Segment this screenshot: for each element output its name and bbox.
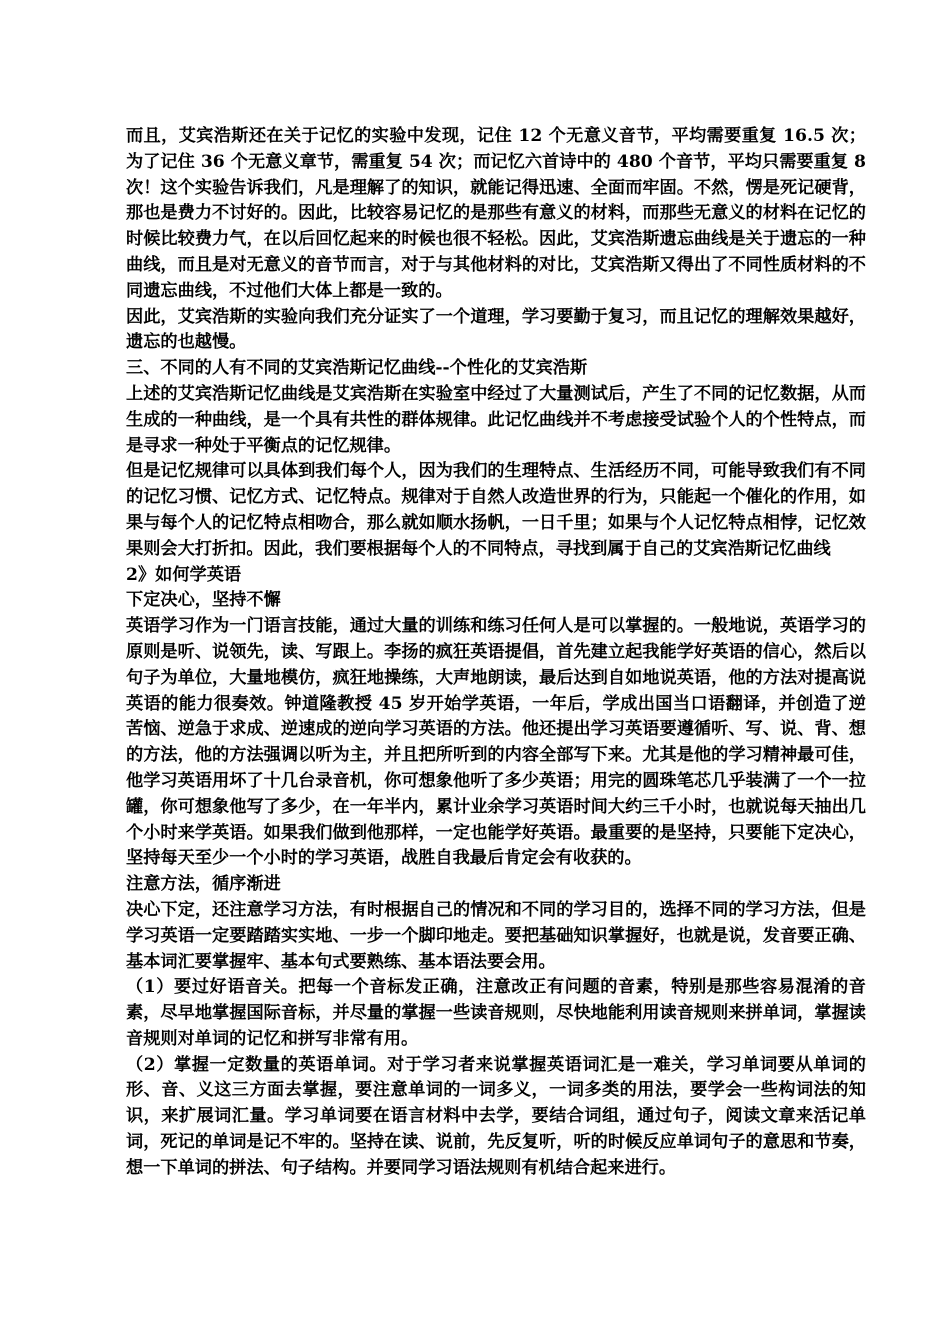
paragraph-method: 决心下定，还注意学习方法，有时根据自己的情况和不同的学习目的，选择不同的学习方法，但是学习英语一定要踏踏实实地、一步一个脚印地走。要把基础知识掌握好，也就是说，发音要正确、基本词汇要掌握牢、基本句式要熟练、基本语法要会用。 <box>126 899 866 972</box>
section-heading-learn-english: 2》如何学英语 <box>126 564 242 585</box>
subheading-method: 注意方法，循序渐进 <box>126 874 281 895</box>
paragraph-vocabulary: （2）掌握一定数量的英语单词。对于学习者来说掌握英语词汇是一难关，学习单词要从单词的形、音、义这三方面去掌握，要注意单词的一词多义，一词多类的用法，要学会一些构词法的知识，来扩展词汇量。学习单词要在语言材料中去学，要结合词组，通过句子，阅读文章来活记单词，死记的单词是记不牢的。坚持在读、说前，先反复听，听的时候反应单词句子的意思和节奏，想一下单词的拼法、句子结构。并要同学习语法规则有机结合起来进行。 <box>126 1054 866 1178</box>
subheading-determination: 下定决心，坚持不懈 <box>126 590 281 611</box>
paragraph-conclusion: 因此，艾宾浩斯的实验向我们充分证实了一个道理，学习要勤于复习，而且记忆的理解效果越好，遗忘的也越慢。 <box>126 306 866 353</box>
section-heading-individual-curve: 三、不同的人有不同的艾宾浩斯记忆曲线--个性化的艾宾浩斯 <box>126 358 588 379</box>
paragraph-personal-memory: 但是记忆规律可以具体到我们每个人，因为我们的生理特点、生活经历不同，可能导致我们有不同的记忆习惯、记忆方式、记忆特点。规律对于自然人改造世界的行为，只能起一个催化的作用，如果与每个人的记忆特点相吻合，那么就如顺水扬帆，一日千里；如果与个人记忆特点相悖，记忆效果则会大打折扣。因此，我们要根据每个人的不同特点，寻找到属于自己的艾宾浩斯记忆曲线 <box>126 461 866 559</box>
paragraph-english-learning: 英语学习作为一门语言技能，通过大量的训练和练习任何人是可以掌握的。一般地说，英语学习的原则是听、说领先，读、写跟上。李扬的疯狂英语提倡，首先建立起我能学好英语的信心，然后以句子为单位，大量地模仿，疯狂地操练，大声地朗读，最后达到自如地说英语，他的方法对提高说英语的能力很奏效。钟道隆教授 45 岁开始学英语，一年后，学成出国当口语翻译，并创造了逆苦恼、逆急于求成、逆速成的逆向学习英语的方法。他还提出学习英语要遵循听、写、说、背、想的方法，他的方法强调以听为主，并且把所听到的内容全部写下来。尤其是他的学习精神最可佳，他学习英语用坏了十几台录音机，你可想象他听了多少英语；用完的圆珠笔芯几乎装满了一个一拉罐，你可想象他写了多少，在一年半内，累计业余学习英语时间大约三千小时，也就说每天抽出几个小时来学英语。如果我们做到他那样，一定也能学好英语。最重要的是坚持，只要能下定决心，坚持每天至少一个小时的学习英语，战胜自我最后肯定会有收获的。 <box>126 616 866 869</box>
paragraph-curve-description: 上述的艾宾浩斯记忆曲线是艾宾浩斯在实验室中经过了大量测试后，产生了不同的记忆数据，从而生成的一种曲线，是一个具有共性的群体规律。此记忆曲线并不考虑接受试验个人的个性特点，而是寻求一种处于平衡点的记忆规律。 <box>126 383 866 456</box>
document-page <box>126 124 866 1182</box>
paragraph-pronunciation: （1）要过好语音关。把每一个音标发正确，注意改正有问题的音素，特别是那些容易混淆的音素，尽早地掌握国际音标，并尽量的掌握一些读音规则，尽快地能利用读音规则来拼单词，掌握读音规则对单词的记忆和拼写非常有用。 <box>126 977 866 1049</box>
paragraph-ebbinghaus-meaning: 而且，艾宾浩斯还在关于记忆的实验中发现，记住 12 个无意义音节，平均需要重复 16.5 次；为了记住 36 个无意义章节，需重复 54 次；而记忆六首诗中的 480 个音节，平均只需要重复 8 次！这个实验告诉我们，凡是理解了的知识，就能记得迅速、全面而牢固。不然，愣是死记硬背，那也是费力不讨好的。因此，比较容易记忆的是那些有意义的材料，而那些无意义的材料在记忆的时候比较费力气，在以后回忆起来的时候也很不轻松。因此，艾宾浩斯遗忘曲线是关于遗忘的一种曲线，而且是对无意义的音节而言，对于与其他材料的对比，艾宾浩斯又得出了不同性质材料的不同遗忘曲线，不过他们大体上都是一致的。 <box>126 126 866 301</box>
